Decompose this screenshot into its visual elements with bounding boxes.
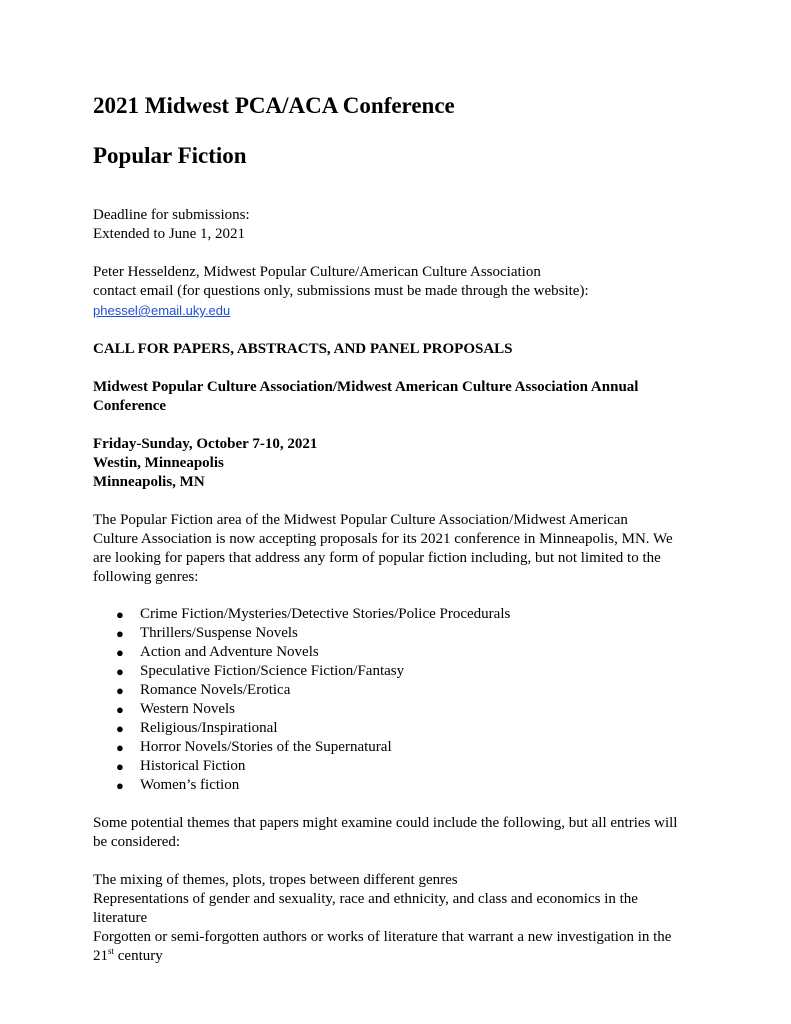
genre-list bbox=[93, 605, 713, 795]
list-item: ● Religious/Inspirational bbox=[116, 720, 278, 736]
theme-line: literature bbox=[93, 910, 148, 926]
bullet-icon: ● bbox=[116, 759, 124, 774]
document-page bbox=[93, 92, 713, 966]
conference-name bbox=[93, 378, 713, 416]
page-title: 2021 Midwest PCA/ACA Conference bbox=[93, 93, 455, 118]
deadline-block bbox=[93, 206, 713, 244]
list-item: ● Western Novels bbox=[116, 701, 236, 717]
theme-line: Representations of gender and sexuality, race and ethnicity, and class and economics in the bbox=[93, 891, 638, 907]
event-details bbox=[93, 435, 713, 492]
page-subtitle: Popular Fiction bbox=[93, 143, 247, 168]
intro-line: The Popular Fiction area of the Midwest Popular Culture Association/Midwest American bbox=[93, 512, 628, 528]
themes-intro-line: be considered: bbox=[93, 834, 181, 850]
list-item: ● Historical Fiction bbox=[116, 758, 246, 774]
event-dates: Friday-Sunday, October 7-10, 2021 bbox=[93, 436, 318, 452]
bullet-icon: ● bbox=[116, 607, 124, 622]
list-item: ● Crime Fiction/Mysteries/Detective Stories/Police Procedurals bbox=[116, 606, 511, 622]
contact-email-link[interactable]: phessel@email.uky.edu bbox=[93, 303, 231, 318]
call-heading: CALL FOR PAPERS, ABSTRACTS, AND PANEL PROPOSALS bbox=[93, 341, 513, 357]
bullet-icon: ● bbox=[116, 664, 124, 679]
list-item: ● Action and Adventure Novels bbox=[116, 644, 319, 660]
themes-list bbox=[93, 871, 713, 966]
intro-line: following genres: bbox=[93, 569, 199, 585]
contact-name: Peter Hesseldenz, Midwest Popular Culture/American Culture Association bbox=[93, 264, 541, 280]
deadline-label: Deadline for submissions: bbox=[93, 207, 250, 223]
themes-intro-line: Some potential themes that papers might examine could include the following, but all entries will bbox=[93, 815, 678, 831]
list-item: ● Speculative Fiction/Science Fiction/Fantasy bbox=[116, 663, 405, 679]
theme-line-century: 21st century bbox=[93, 946, 163, 964]
theme-line: The mixing of themes, plots, tropes between different genres bbox=[93, 872, 458, 888]
conference-name-line-2: Conference bbox=[93, 398, 167, 414]
list-item: ● Women’s fiction bbox=[116, 777, 240, 793]
event-city: Minneapolis, MN bbox=[93, 474, 205, 490]
contact-block bbox=[93, 263, 713, 321]
intro-line: Culture Association is now accepting proposals for its 2021 conference in Minneapolis, MN. We bbox=[93, 531, 673, 547]
event-venue: Westin, Minneapolis bbox=[93, 455, 224, 471]
bullet-icon: ● bbox=[116, 702, 124, 717]
intro-paragraph bbox=[93, 511, 713, 587]
bullet-icon: ● bbox=[116, 645, 124, 660]
deadline-value: Extended to June 1, 2021 bbox=[93, 226, 246, 242]
list-item: ● Thrillers/Suspense Novels bbox=[116, 625, 298, 641]
bullet-icon: ● bbox=[116, 721, 124, 736]
themes-intro bbox=[93, 814, 713, 852]
bullet-icon: ● bbox=[116, 740, 124, 755]
theme-line: Forgotten or semi-forgotten authors or works of literature that warrant a new investigation in the bbox=[93, 929, 672, 945]
list-item: ● Horror Novels/Stories of the Supernatural bbox=[116, 739, 392, 755]
list-item: ● Romance Novels/Erotica bbox=[116, 682, 291, 698]
bullet-icon: ● bbox=[116, 626, 124, 641]
bullet-icon: ● bbox=[116, 778, 124, 793]
intro-line: are looking for papers that address any form of popular fiction including, but not limited to the bbox=[93, 550, 661, 566]
conference-name-line-1: Midwest Popular Culture Association/Midwest American Culture Association Annual bbox=[93, 379, 639, 395]
contact-note: contact email (for questions only, submissions must be made through the website): bbox=[93, 283, 589, 299]
bullet-icon: ● bbox=[116, 683, 124, 698]
